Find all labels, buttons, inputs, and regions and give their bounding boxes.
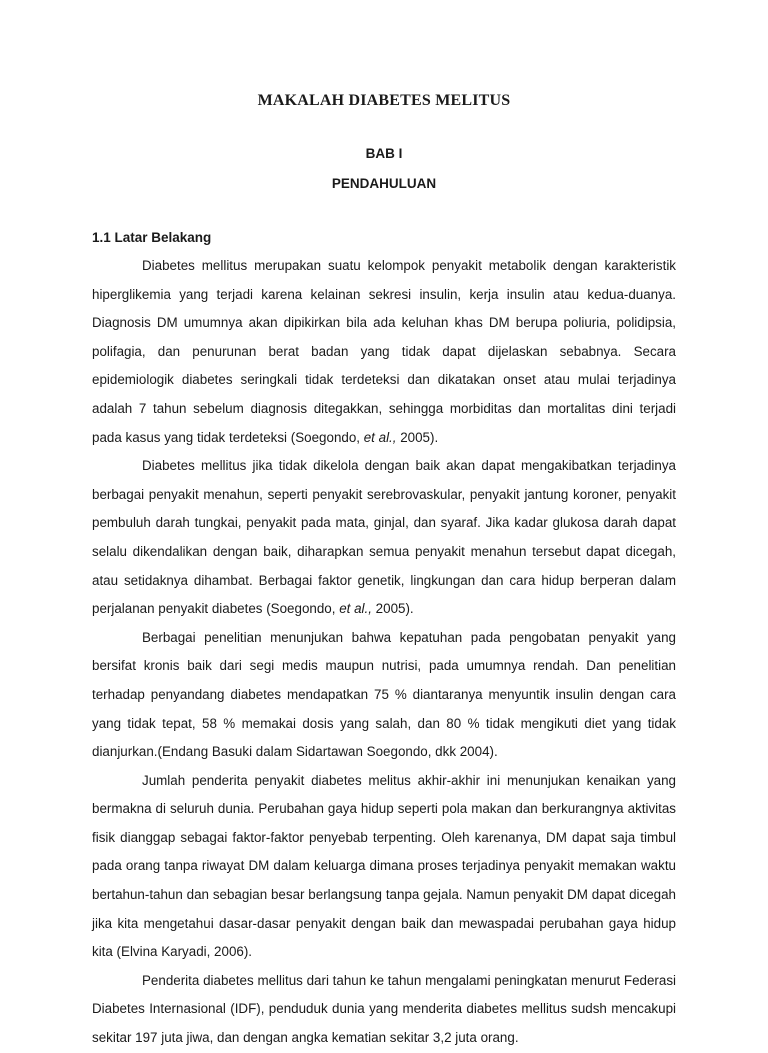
paragraph-text: Diabetes mellitus jika tidak dikelola dengan baik akan dapat mengakibatkan terjadinya berbagai penyakit menahun, seperti penyakit serebrovaskular, penyakit jantung koroner, penyakit pembuluh darah tungkai, penyakit pada mata, ginjal, dan syaraf. Jika kadar glukosa darah dapat selalu dikendalikan dengan baik, diharapkan semua penyakit menahun tersebut dapat dicegah, atau setidaknya dihambat. Berbagai faktor genetik, lingkungan dan cara hidup berperan dalam perjalanan penyakit diabetes	[92, 458, 676, 617]
section-heading: 1.1 Latar Belakang	[92, 230, 212, 245]
paragraph-text: Berbagai penelitian menunjukan bahwa kepatuhan pada pengobatan penyakit yang bersifat kronis baik dari segi medis maupun nutrisi, pada umumnya rendah. Dan penelitian terhadap penyandang diabetes mendapatkan 75 % diantaranya menyuntik insulin dengan cara yang tidak tepat, 58 % memakai dosis yang salah, dan 80 % tidak mengikuti diet yang tidak dianjurkan.(Endang Basuki dalam Sidartawan Soegondo, dkk 2004).	[92, 629, 676, 760]
citation: (Soegondo, et al., 2005).	[266, 601, 414, 617]
chapter-number: BAB I	[365, 146, 403, 161]
paragraph-text: Diabetes mellitus merupakan suatu kelompok penyakit metabolik dengan karakteristik hiperglikemia yang terjadi karena kelainan sekresi insulin, kerja insulin atau kedua-duanya. Diagnosis DM umumnya akan dipikirkan bila ada keluhan khas DM berupa poliuria, polidipsia, polifagia, dan penurunan berat badan yang tidak dapat dijelaskan sebabnya. Secara epidemiologik diabetes seringkali tidak terdeteksi dan dikatakan onset atau mulai terjadinya adalah 7 tahun sebelum diagnosis ditegakkan, sehingga morbiditas dan mortalitas dini terjadi pada kasus yang tidak terdeteksi	[92, 258, 676, 445]
body-text	[92, 252, 676, 1053]
citation: (Soegondo, et al., 2005).	[290, 429, 439, 445]
paragraph-text: Penderita diabetes mellitus dari tahun ke tahun mengalami peningkatan menurut Federasi Diabetes Internasional (IDF), penduduk dunia yang menderita diabetes mellitus sudsh mencakupi sekitar 197 juta jiwa, dan dengan angka kematian sekitar 3,2 juta orang.	[92, 972, 676, 1046]
paragraph	[92, 624, 676, 767]
paragraph	[92, 452, 676, 624]
document-title: MAKALAH DIABETES MELITUS	[257, 92, 511, 109]
paragraph-text: Jumlah penderita penyakit diabetes melitus akhir-akhir ini menunjukan kenaikan yang bermakna di seluruh dunia. Perubahan gaya hidup seperti pola makan dan berkurangnya aktivitas fisik dianggap sebagai faktor-faktor penyebab terpenting. Oleh karenanya, DM dapat saja timbul pada orang tanpa riwayat DM dalam keluarga dimana proses terjadinya penyakit memakan waktu bertahun-tahun dan sebagian besar berlangsung tanpa gejala. Namun penyakit DM dapat dicegah jika kita mengetahui dasar-dasar penyakit dengan baik dan mewaspadai perubahan gaya hidup kita (Elvina Karyadi, 2006).	[92, 772, 676, 960]
paragraph	[92, 252, 676, 452]
chapter-title: PENDAHULUAN	[331, 176, 437, 191]
paragraph	[92, 967, 676, 1053]
paragraph	[92, 767, 676, 967]
